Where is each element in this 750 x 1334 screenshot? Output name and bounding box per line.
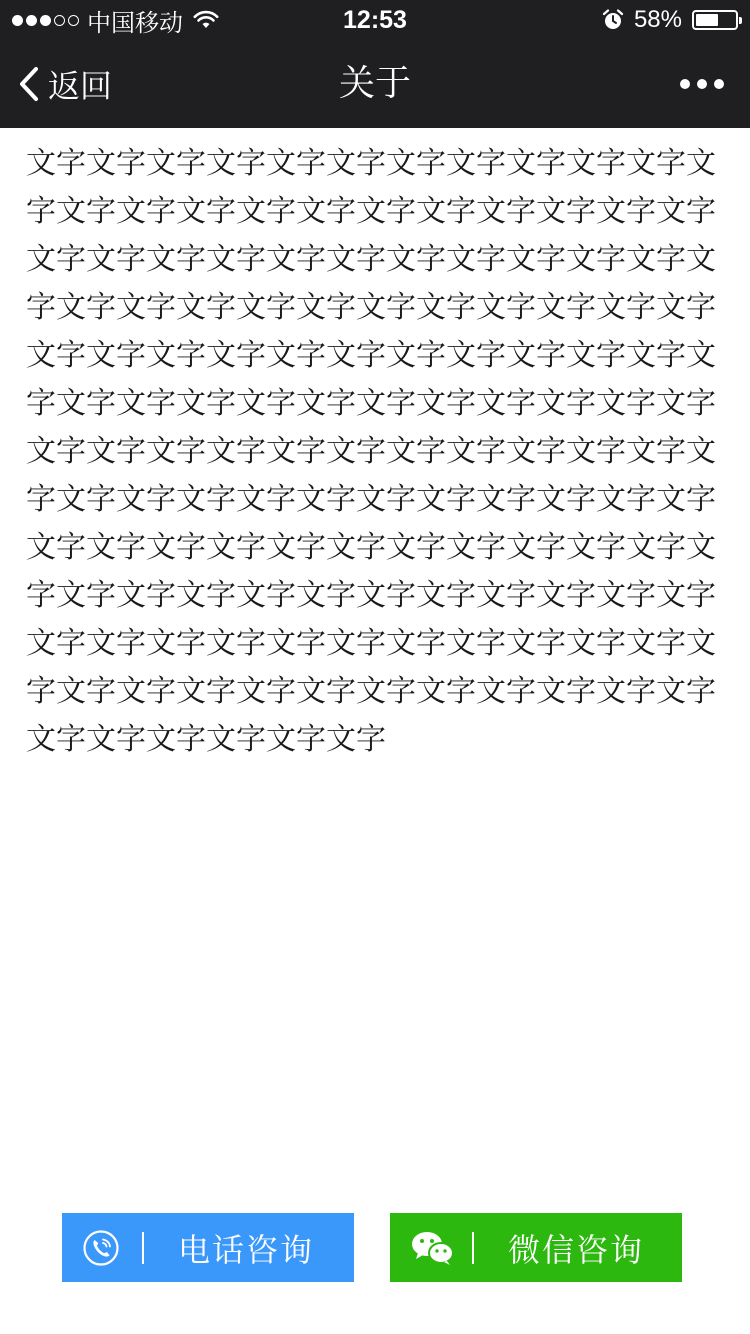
status-time: 12:53 [343,6,407,34]
signal-strength-icon [12,15,79,26]
battery-percentage: 58% [633,6,682,33]
phone-icon [82,1229,120,1267]
back-button-label: 返回 [48,67,113,105]
signal-dot [54,15,65,26]
battery-icon [692,10,738,30]
navigation-bar [0,40,750,128]
button-divider [472,1232,474,1264]
about-content-text: 文字文字文字文字文字文字文字文字文字文字文字文字文字文字文字文字文字文字文字文字文字文字文字文字文字文字文字文字文字文字文字文字文字文字文字文字文字文字文字文字文字文字文字文字文字文字文字文字文字文字文字文字文字文字文字文字文字文字文字文字文字文字文字文字文字文字文字文字文字文字文字文字文字文字文字文字文字文字文字文字文字文字文字文字文字文字文字文字文字文字文字文字文字文字文字文字文字文字文字文字文字文字文字文字文字文字文字文字文字文字文字文字文字文字文字文字文字文字文字文字文字文字文字文字文字文字文字文字文字文字文字文字文字文字文字文字文字文字文字文字文字文字文字文字 [26,146,716,757]
signal-dot [68,15,79,26]
wechat-consult-button[interactable] [390,1213,682,1282]
page-title: 关于 [338,63,411,104]
contact-buttons [0,1213,750,1282]
phone-consult-button[interactable] [62,1213,354,1282]
status-bar [0,0,750,40]
more-options-button[interactable] [680,40,724,128]
battery-tip [739,17,742,24]
chevron-left-icon [18,66,40,102]
more-dot [697,79,707,89]
wechat-consult-label: 微信咨询 [508,1230,645,1269]
wechat-icon [410,1229,456,1267]
status-right [602,0,738,40]
back-button[interactable] [18,40,112,128]
more-dot [680,79,690,89]
alarm-clock-icon [602,9,624,31]
phone-consult-label: 电话咨询 [178,1230,315,1269]
signal-dot [12,15,23,26]
signal-dot [40,15,51,26]
button-divider [142,1232,144,1264]
status-left [12,0,219,40]
more-dot [714,79,724,89]
carrier-name: 中国移动 [87,8,183,37]
signal-dot [26,15,37,26]
wifi-icon [193,10,219,30]
battery-fill [696,14,718,26]
